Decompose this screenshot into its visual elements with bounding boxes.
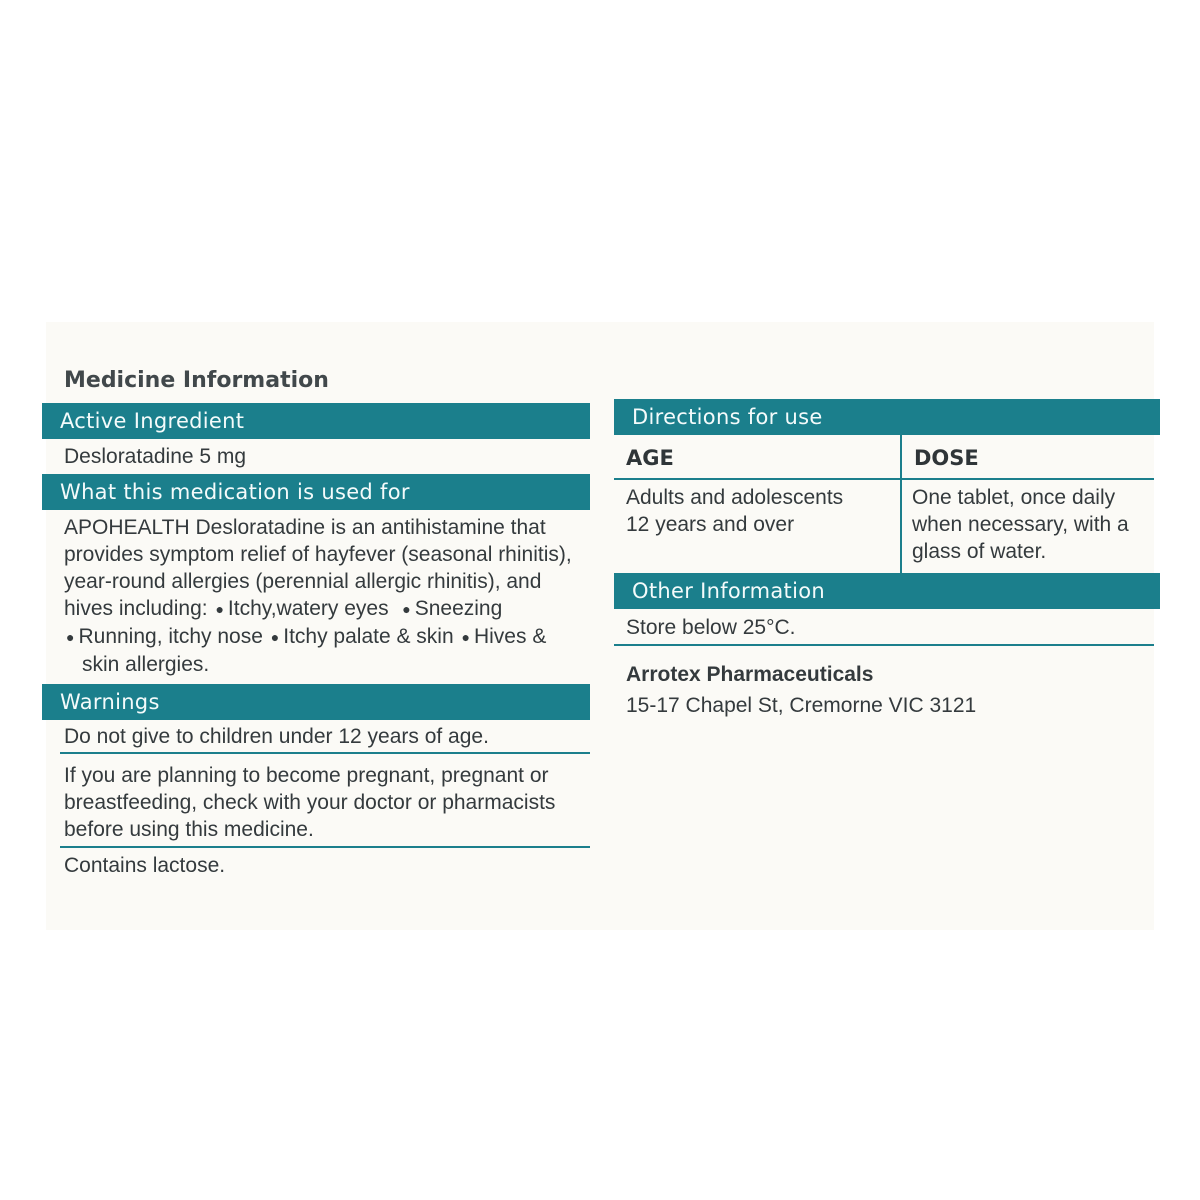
symptom-item: Itchy palate & skin xyxy=(283,624,454,648)
divider xyxy=(60,752,590,754)
table-header-divider xyxy=(614,478,1154,480)
usage-line: provides symptom relief of hayfever (seasonal rhinitis), xyxy=(64,543,572,566)
manufacturer-address: 15-17 Chapel St, Cremorne VIC 3121 xyxy=(626,694,977,717)
manufacturer-name: Arrotex Pharmaceuticals xyxy=(626,663,874,686)
symptom-item: Hives & xyxy=(473,624,547,648)
usage-line: skin allergies. xyxy=(82,652,210,676)
usage-line xyxy=(64,623,594,651)
bullet-icon: ● xyxy=(461,628,470,645)
medicine-info-card xyxy=(46,322,1154,930)
bullet-icon: ● xyxy=(66,628,75,645)
bullet-icon: ● xyxy=(402,600,411,617)
active-ingredient-header: Active Ingredient xyxy=(42,403,590,439)
warnings-header: Warnings xyxy=(42,684,590,720)
warning-lactose: Contains lactose. xyxy=(64,854,226,877)
table-column-divider xyxy=(900,435,902,573)
usage-line: hives including: ● Itchy,watery eyes ● Sneezing xyxy=(64,595,594,623)
usage-line: year-round allergies (perennial allergic rhinitis), and xyxy=(64,570,542,593)
usage-description xyxy=(64,514,594,678)
storage-text: Store below 25°C. xyxy=(626,616,796,639)
warning-children: Do not give to children under 12 years of age. xyxy=(64,725,489,748)
divider xyxy=(614,644,1154,646)
usage-line: APOHEALTH Desloratadine is an antihistamine that xyxy=(64,516,546,539)
divider xyxy=(60,846,590,848)
dose-cell: One tablet, once daily when necessary, with a glass of water. xyxy=(912,486,1129,563)
symptom-item: Sneezing xyxy=(414,597,503,620)
symptom-item: Itchy,watery eyes xyxy=(227,597,389,620)
other-info-header: Other Information xyxy=(614,573,1160,609)
page-title: Medicine Information xyxy=(64,368,329,393)
symptom-item: Running, itchy nose xyxy=(78,624,263,648)
age-cell: Adults and adolescents 12 years and over xyxy=(626,486,844,536)
dose-column-header: DOSE xyxy=(914,446,979,470)
bullet-icon: ● xyxy=(215,600,224,617)
bullet-icon: ● xyxy=(270,628,280,645)
warning-pregnancy: If you are planning to become pregnant, pregnant or breastfeeding, check with your doctor or pharmacists before using this medicine. xyxy=(64,764,556,841)
age-column-header: AGE xyxy=(626,446,674,470)
directions-header: Directions for use xyxy=(614,399,1160,435)
active-ingredient-value: Desloratadine 5 mg xyxy=(64,445,247,468)
usage-header: What this medication is used for xyxy=(42,474,590,510)
